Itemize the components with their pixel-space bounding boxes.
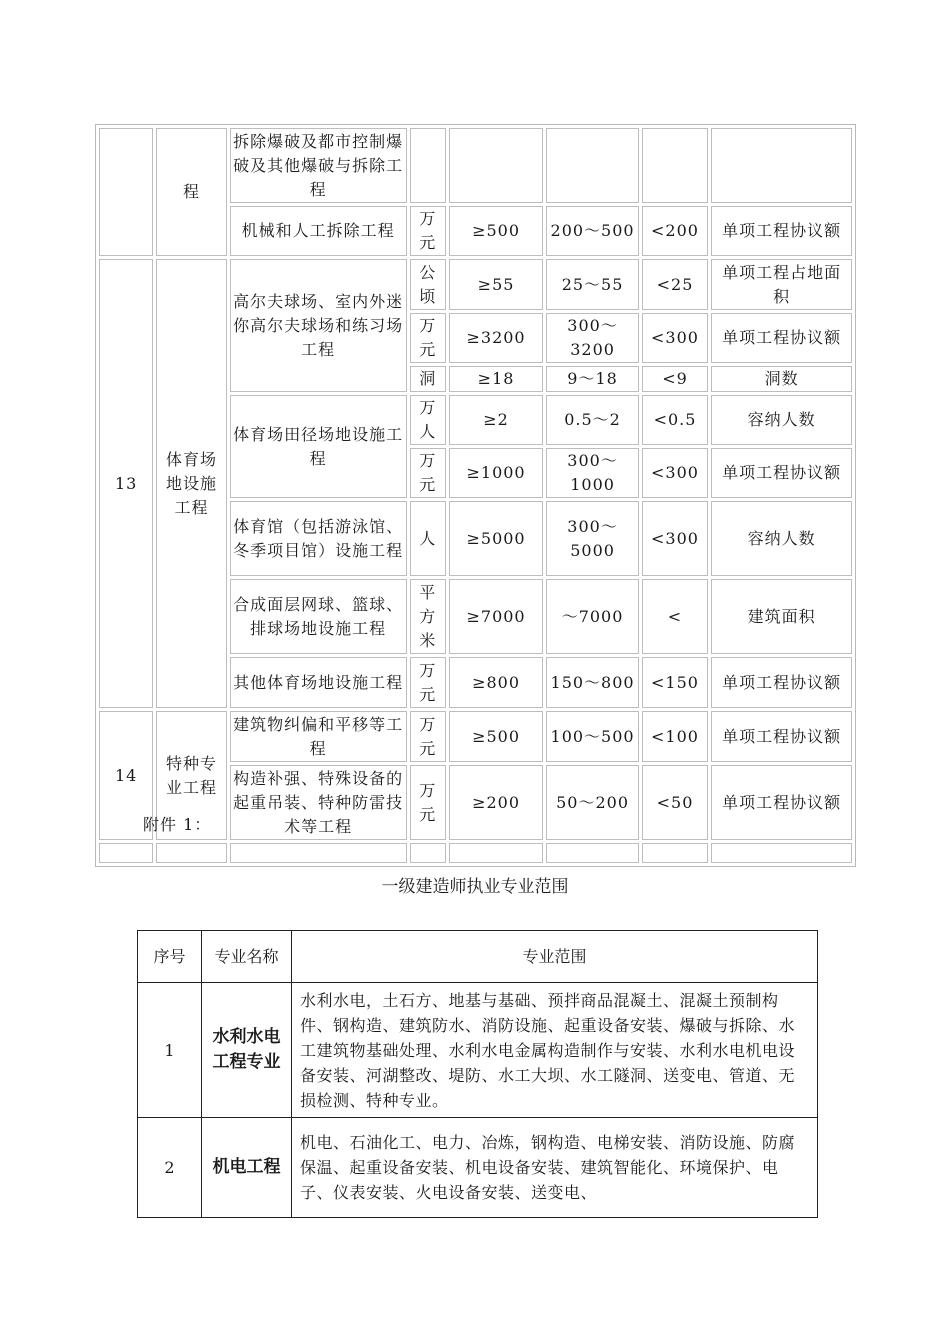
row-scope: 水利水电，土石方、地基与基础、预拌商品混凝土、混凝土预制构件、钢构造、建筑防水、消防设施、起重设备安装、爆破与拆除、水工建筑物基础处理、水利水电金属构造制作与安装、水利水电机电设备安装、河湖整改、堤防、水工大坝、水工隧洞、送变电、管道、无损检测、特种专业。 [292,983,818,1118]
medium-cell: ～7000 [546,579,639,654]
unit-cell: 万元 [410,711,446,762]
remark-cell: 单项工程占地面积 [711,259,852,310]
small-cell: <300 [642,313,708,363]
group-no-cell: 13 [99,259,153,708]
empty-row [99,843,852,863]
large-cell [449,128,544,203]
unit-cell: 万元 [410,765,446,840]
medium-cell: 9～18 [546,366,639,392]
small-cell: <25 [642,259,708,310]
item-cell: 构造补强、特殊设备的起重吊装、特种防雷技术等工程 [230,765,407,840]
row-scope: 机电、石油化工、电力、冶炼，钢构造、电梯安装、消防设施、防腐保温、起重设备安装、机电设备安装、建筑智能化、环境保护、电子、仪表安装、火电设备安装、送变电、 [292,1118,818,1218]
large-cell: ≥55 [449,259,544,310]
remark-cell: 单项工程协议额 [711,448,852,498]
medium-cell: 200～500 [546,206,639,256]
medium-cell [546,128,639,203]
large-cell: ≥7000 [449,579,544,654]
small-cell: < [642,579,708,654]
remark-cell: 单项工程协议额 [711,765,852,840]
large-cell: ≥3200 [449,313,544,363]
medium-cell: 300～1000 [546,448,639,498]
large-cell: ≥200 [449,765,544,840]
medium-cell: 50～200 [546,765,639,840]
group-no-cell: 14 [99,711,153,840]
item-cell: 机械和人工拆除工程 [230,206,407,256]
item-cell: 其他体育场地设施工程 [230,657,407,708]
small-cell: <100 [642,711,708,762]
medium-cell: 300～5000 [546,501,639,576]
group-category-cell: 体育场地设施工程 [156,259,226,708]
medium-cell: 25～55 [546,259,639,310]
large-cell: ≥500 [449,206,544,256]
table-header-row [138,931,818,983]
unit-cell: 公顷 [410,259,446,310]
item-cell: 体育场田径场地设施工程 [230,395,407,498]
row-major-name: 水利水电工程专业 [202,983,292,1118]
unit-cell: 万元 [410,206,446,256]
header-no: 序号 [138,931,202,983]
remark-cell: 建筑面积 [711,579,852,654]
large-cell: ≥800 [449,657,544,708]
unit-cell: 人 [410,501,446,576]
qualification-scale-table [95,124,856,867]
cont-no-cell [99,128,153,256]
large-cell: ≥1000 [449,448,544,498]
medium-cell: 150～800 [546,657,639,708]
item-cell: 高尔夫球场、室内外迷你高尔夫球场和练习场工程 [230,259,407,392]
large-cell: ≥500 [449,711,544,762]
remark-cell: 单项工程协议额 [711,206,852,256]
small-cell: <9 [642,366,708,392]
small-cell: <300 [642,448,708,498]
large-cell: ≥2 [449,395,544,445]
practice-scope-table [137,930,818,1218]
row-no: 2 [138,1118,202,1218]
medium-cell: 100～500 [546,711,639,762]
row-major-name: 机电工程 [202,1118,292,1218]
small-cell: <300 [642,501,708,576]
remark-cell: 单项工程协议额 [711,657,852,708]
unit-cell: 万元 [410,657,446,708]
small-cell: <200 [642,206,708,256]
medium-cell: 0.5～2 [546,395,639,445]
unit-cell: 平方米 [410,579,446,654]
remark-cell: 洞数 [711,366,852,392]
remark-cell [711,128,852,203]
header-name: 专业名称 [202,931,292,983]
remark-cell: 容纳人数 [711,501,852,576]
row-no: 1 [138,983,202,1118]
unit-cell: 万元 [410,313,446,363]
unit-cell [410,128,446,203]
medium-cell: 300～3200 [546,313,639,363]
remark-cell: 单项工程协议额 [711,711,852,762]
small-cell: <50 [642,765,708,840]
item-cell: 体育馆（包括游泳馆、冬季项目馆）设施工程 [230,501,407,576]
unit-cell: 万人 [410,395,446,445]
header-scope: 专业范围 [292,931,818,983]
cont-category-cell: 程 [156,128,226,256]
item-cell: 拆除爆破及都市控制爆破及其他爆破与拆除工程 [230,128,407,203]
table-row [138,983,818,1118]
small-cell: <150 [642,657,708,708]
remark-cell: 单项工程协议额 [711,313,852,363]
group-category-cell: 特种专业工程 [156,711,226,840]
small-cell: <0.5 [642,395,708,445]
table-row [138,1118,818,1218]
item-cell: 合成面层网球、篮球、排球场地设施工程 [230,579,407,654]
item-cell: 建筑物纠偏和平移等工程 [230,711,407,762]
unit-cell: 万元 [410,448,446,498]
remark-cell: 容纳人数 [711,395,852,445]
large-cell: ≥18 [449,366,544,392]
section-title: 一级建造师执业专业范围 [381,877,569,897]
small-cell [642,128,708,203]
unit-cell: 洞 [410,366,446,392]
large-cell: ≥5000 [449,501,544,576]
attachment-label: 附件 1： [143,815,212,834]
